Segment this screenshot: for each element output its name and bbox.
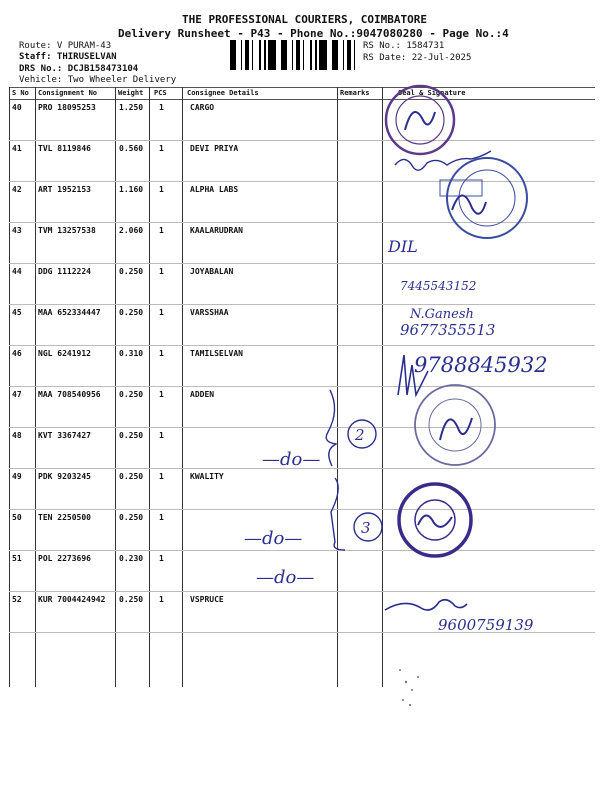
col-consignee-header: Consignee Details — [187, 89, 259, 97]
count-49-51: 3 — [361, 519, 371, 537]
rs-date: RS Date: 22-Jul-2025 — [363, 53, 472, 63]
row-consignment-no: NGL 6241912 — [38, 349, 91, 358]
row-weight: 1.250 — [119, 103, 144, 112]
rs-number: RS No.: 1584731 — [363, 41, 445, 51]
row-consignee: JOYABALAN — [190, 267, 234, 276]
row-weight: 0.250 — [119, 431, 144, 440]
ditto-mark-50: —do— — [244, 528, 303, 549]
row45-phone: 9677355513 — [400, 321, 496, 339]
row-weight: 1.160 — [119, 185, 144, 194]
row-weight: 0.250 — [119, 595, 144, 604]
row-sno: 49 — [12, 472, 22, 481]
table-row — [9, 550, 595, 591]
row-consignment-no: KUR 7004424942 — [38, 595, 106, 604]
col-remarks-header: Remarks — [340, 89, 370, 97]
ditto-mark-51: —do— — [256, 567, 315, 588]
row-sno: 52 — [12, 595, 22, 604]
row-pcs: 1 — [159, 349, 164, 358]
col-consignment-header: Consignment No — [38, 89, 98, 97]
row-sno: 42 — [12, 185, 22, 194]
row-pcs: 1 — [159, 595, 164, 604]
table-row — [9, 509, 595, 550]
row-pcs: 1 — [159, 144, 164, 153]
row-sno: 48 — [12, 431, 22, 440]
row-consignee: KAALARUDRAN — [190, 226, 243, 235]
row52-phone: 9600759139 — [438, 616, 534, 634]
row-consignee: ADDEN — [190, 390, 215, 399]
row-weight: 2.060 — [119, 226, 144, 235]
row-consignee: KWALITY — [190, 472, 224, 481]
row44-note: DIL — [388, 237, 418, 256]
col-pcs-header: PCS — [154, 89, 167, 97]
table-row — [9, 427, 595, 468]
row-consignee: TAMILSELVAN — [190, 349, 243, 358]
row-sno: 51 — [12, 554, 22, 563]
row-consignment-no: TVM 13257538 — [38, 226, 96, 235]
table-row — [9, 222, 595, 263]
row-pcs: 1 — [159, 308, 164, 317]
row-consignee: DEVI PRIYA — [190, 144, 239, 153]
row-pcs: 1 — [159, 267, 164, 276]
row-weight: 0.310 — [119, 349, 144, 358]
row-sno: 50 — [12, 513, 22, 522]
row-pcs: 1 — [159, 185, 164, 194]
row-sno: 47 — [12, 390, 22, 399]
drs-number: DRS No.: DCJB158473104 — [19, 64, 139, 74]
table-row — [9, 591, 595, 632]
row-consignment-no: MAA 708540956 — [38, 390, 101, 399]
row-consignment-no: DDG 1112224 — [38, 267, 91, 276]
row-sno: 40 — [12, 103, 22, 112]
col-signature-header: Seal & Signature — [398, 89, 466, 97]
row-weight: 0.250 — [119, 267, 144, 276]
row-consignee: ALPHA LABS — [190, 185, 239, 194]
row-pcs: 1 — [159, 103, 164, 112]
table-row — [9, 304, 595, 345]
row-pcs: 1 — [159, 390, 164, 399]
table-row — [9, 263, 595, 304]
col-weight-header: Weight — [118, 89, 144, 97]
row-consignment-no: TVL 8119846 — [38, 144, 91, 153]
row-sno: 43 — [12, 226, 22, 235]
row-weight: 0.250 — [119, 308, 144, 317]
row44-number: 7445543152 — [400, 279, 477, 293]
row45-name: N.Ganesh — [410, 307, 474, 322]
row-sno: 44 — [12, 267, 22, 276]
row-weight: 0.230 — [119, 554, 144, 563]
row-consignment-no: ART 1952153 — [38, 185, 91, 194]
row-weight: 0.250 — [119, 472, 144, 481]
route-label: Route: V PURAM-43 — [19, 41, 112, 51]
row-weight: 0.250 — [119, 513, 144, 522]
barcode-icon — [230, 40, 357, 70]
row-sno: 41 — [12, 144, 22, 153]
row-consignment-no: TEN 2250500 — [38, 513, 91, 522]
row-weight: 0.250 — [119, 390, 144, 399]
company-name: THE PROFESSIONAL COURIERS, COIMBATORE — [182, 13, 428, 26]
vehicle-label: Vehicle: Two Wheeler Delivery — [19, 75, 177, 85]
row-pcs: 1 — [159, 472, 164, 481]
col-sno-header: S No — [12, 89, 29, 97]
table-row — [9, 99, 595, 140]
count-47-48: 2 — [355, 426, 365, 444]
table-row — [9, 345, 595, 386]
row-consignee: VSPRUCE — [190, 595, 224, 604]
table-row — [9, 181, 595, 222]
row-pcs: 1 — [159, 226, 164, 235]
row-weight: 0.560 — [119, 144, 144, 153]
table-row — [9, 468, 595, 509]
table-row — [9, 386, 595, 427]
row-consignee: CARGO — [190, 103, 215, 112]
row-consignment-no: PRO 18095253 — [38, 103, 96, 112]
row-pcs: 1 — [159, 554, 164, 563]
row-sno: 46 — [12, 349, 22, 358]
row-sno: 45 — [12, 308, 22, 317]
ditto-mark-48: —do— — [262, 449, 321, 470]
row-consignee: VARSSHAA — [190, 308, 229, 317]
staff-label: Staff: THIRUSELVAN — [19, 52, 117, 62]
row-consignment-no: PDK 9203245 — [38, 472, 91, 481]
row-consignment-no: POL 2273696 — [38, 554, 91, 563]
row-consignment-no: MAA 652334447 — [38, 308, 101, 317]
row-consignment-no: KVT 3367427 — [38, 431, 91, 440]
runsheet-title: Delivery Runsheet - P43 - Phone No.:9047080280 - Page No.:4 — [118, 27, 509, 40]
row-pcs: 1 — [159, 431, 164, 440]
table-row — [9, 140, 595, 181]
row46-phone: 9788845932 — [414, 353, 548, 377]
row-pcs: 1 — [159, 513, 164, 522]
runsheet-table — [9, 87, 595, 687]
